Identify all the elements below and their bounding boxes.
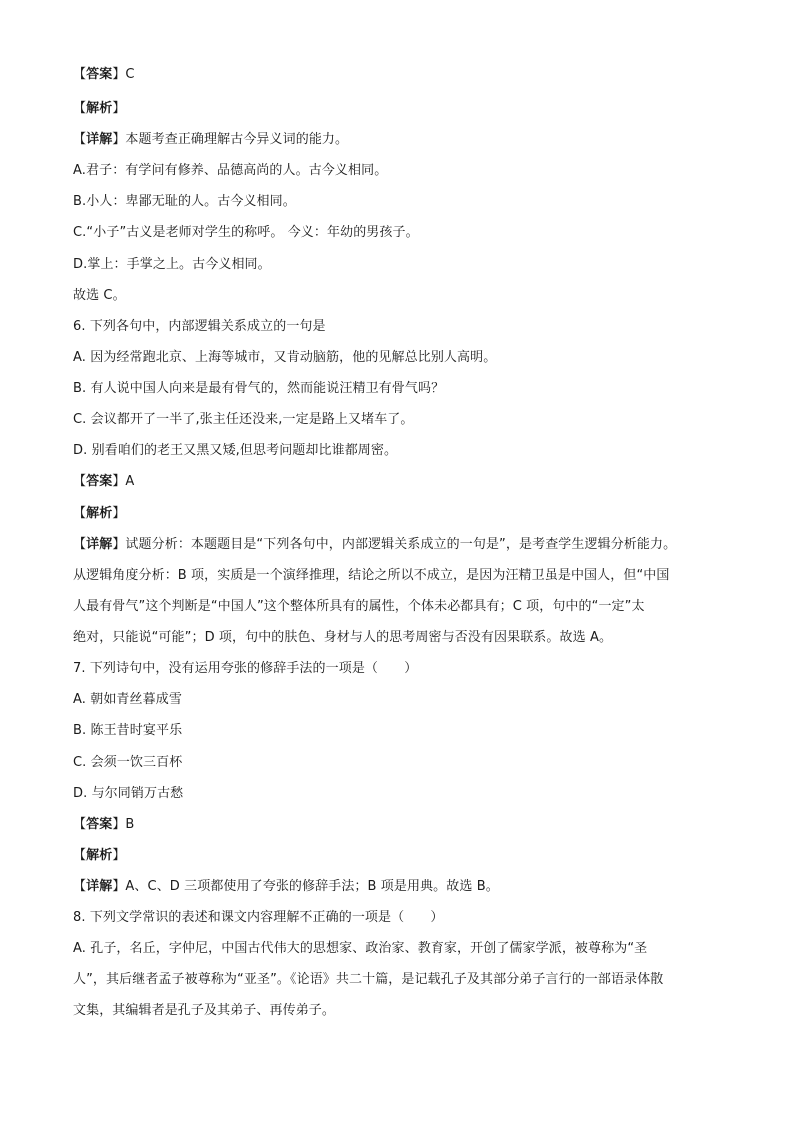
q5-analysis-line	[73, 100, 125, 118]
q6-option-d: D. 别看咱们的老王又黑又矮,但思考问题却比谁都周密。	[73, 443, 398, 458]
answer-label: 【 答案 】	[73, 67, 125, 82]
q5-conclusion: 故选 C。	[73, 288, 126, 303]
q6-option-b: B. 有人说中国人向来是最有骨气的，然而能说汪精卫有骨气吗？	[73, 381, 445, 396]
q5-answer-line	[73, 66, 135, 84]
q7-option-c: C. 会须一饮三百杯	[73, 755, 183, 770]
q7-analysis-line	[73, 847, 125, 865]
q7-detail-line	[73, 878, 499, 896]
q6-detail-line-1	[73, 536, 676, 554]
q7-answer-value: B	[125, 817, 135, 832]
analysis-label: 【 解析 】	[73, 506, 125, 521]
q8-stem: 8. 下列文学常识的表述和课文内容理解不正确的一项是（ ）	[73, 910, 444, 925]
q6-stem: 6. 下列各句中，内部逻辑关系成立的一句是	[73, 319, 326, 334]
q7-option-b: B. 陈王昔时宴平乐	[73, 723, 183, 738]
detail-label: 【 详解 】	[73, 537, 125, 552]
q6-analysis-line	[73, 505, 125, 523]
q5-point-d: D.掌上：手掌之上。古今义相同。	[73, 257, 271, 272]
q7-answer-line	[73, 816, 134, 834]
q6-detail-line-3: 人最有骨气”这个判断是“中国人”这个整体所具有的属性，个体未必都具有；C 项，句中的“一定”太	[73, 599, 645, 614]
q6-answer-line	[73, 473, 134, 491]
analysis-label: 【 解析 】	[73, 848, 125, 863]
q5-point-c: C.“小子”古义是老师对学生的称呼。 今义：年幼的男孩子。	[73, 225, 419, 240]
q6-option-c: C. 会议都开了一半了,张主任还没来,一定是路上又堵车了。	[73, 412, 414, 427]
q8-option-a-line-1: A. 孔子，名丘，字仲尼，中国古代伟大的思想家、政治家、教育家，开创了儒家学派，被尊称为“圣	[73, 941, 648, 956]
analysis-label: 【 解析 】	[73, 101, 125, 116]
q5-detail-line	[73, 131, 348, 149]
q6-detail-line-4: 绝对，只能说“可能”；D 项，句中的肤色、身材与人的思考周密与否没有因果联系。故选 A。	[73, 630, 613, 645]
answer-label: 【 答案 】	[73, 817, 125, 832]
answer-label: 【 答案 】	[73, 474, 125, 489]
q5-answer-value: C	[125, 67, 135, 82]
q6-detail-text-1: 试题分析：本题题目是“下列各句中，内部逻辑关系成立的一句是”，是考查学生逻辑分析能力。	[125, 537, 677, 552]
q5-point-b: B.小人：卑鄙无耻的人。古今义相同。	[73, 194, 296, 209]
q5-point-a: A.君子：有学问有修养、品德高尚的人。古今义相同。	[73, 163, 388, 178]
detail-label: 【 详解 】	[73, 879, 125, 894]
detail-label: 【 详解 】	[73, 132, 125, 147]
q6-answer-value: A	[125, 474, 135, 489]
q8-option-a-line-3: 文集，其编辑者是孔子及其弟子、再传弟子。	[73, 1003, 336, 1018]
q7-option-a: A. 朝如青丝暮成雪	[73, 692, 182, 707]
q7-stem: 7. 下列诗句中，没有运用夸张的修辞手法的一项是（ ）	[73, 661, 418, 676]
q8-option-a-line-2: 人”，其后继者孟子被尊称为“亚圣”。《论语》共二十篇，是记载孔子及其部分弟子言行的一部语录体散	[73, 972, 664, 987]
q5-detail-text: 本题考查正确理解古今异义词的能力。	[125, 132, 349, 147]
q6-detail-line-2: 从逻辑角度分析：B 项，实质是一个演绎推理，结论之所以不成立，是因为汪精卫虽是中国人，但“中国	[73, 568, 670, 583]
q7-detail-text: A、C、D 三项都使用了夸张的修辞手法；B 项是用典。故选 B。	[125, 879, 499, 894]
q6-option-a: A. 因为经常跑北京、上海等城市，又肯动脑筋，他的见解总比别人高明。	[73, 350, 497, 365]
q7-option-d: D. 与尔同销万古愁	[73, 786, 184, 801]
